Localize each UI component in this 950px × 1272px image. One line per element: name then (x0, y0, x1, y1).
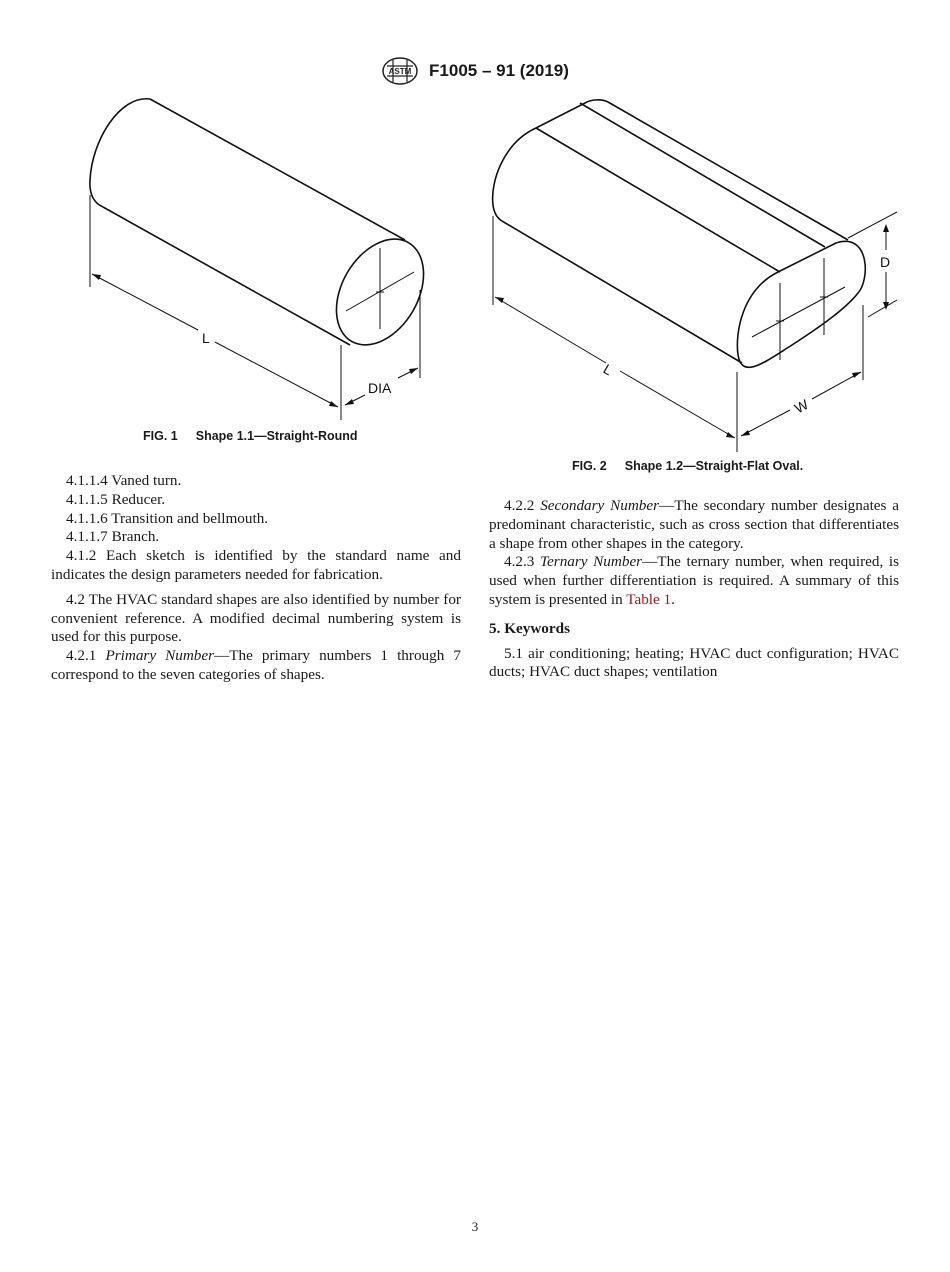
fig2-label-l: L (600, 360, 616, 379)
document-code: F1005 – 91 (2019) (429, 61, 569, 80)
figure-2-drawing (485, 92, 900, 457)
figure-2-straight-flat-oval (485, 92, 900, 457)
paragraph-text: —The secondary number designates a predominant characteristic, such as cross section that differentiates a shape from other shapes in the category. (489, 497, 900, 552)
figure-1-caption (143, 429, 358, 443)
paragraph-number: 4.2.2 (504, 497, 541, 514)
figure-1-drawing (80, 92, 440, 422)
figure-1-straight-round (80, 92, 440, 422)
figure-2-title: Shape 1.2—Straight-Flat Oval. (624, 459, 804, 473)
figure-1-title: Shape 1.1—Straight-Round (195, 429, 358, 443)
paragraph-4-2-2 (489, 497, 899, 553)
fig2-label-w: W (791, 396, 812, 417)
term-ternary-number: Ternary Number (540, 553, 643, 571)
fig1-label-dia: DIA (368, 380, 392, 396)
fig2-label-d: D (880, 254, 891, 270)
paragraph-4-1-2: 4.1.2 Each sketch is identified by the standard name and indicates the design parameters needed for fabrication. (51, 547, 461, 583)
section-heading-keywords: 5. Keywords (489, 619, 570, 637)
list-item: 4.1.1.6 Transition and bellmouth. (66, 509, 269, 527)
term-secondary-number: Secondary Number (540, 497, 660, 514)
svg-text:ASTM: ASTM (388, 67, 412, 76)
right-column (489, 497, 899, 682)
list-item: 4.1.1.4 Vaned turn. (66, 472, 182, 489)
page-number: 3 (471, 1219, 479, 1234)
paragraph-4-2-3 (489, 553, 899, 609)
list-item: 4.1.1.5 Reducer. (66, 490, 166, 508)
left-column (51, 472, 461, 685)
paragraph-text: —The primary numbers 1 through 7 correspond to the seven categories of shapes. (51, 647, 461, 683)
astm-logo-icon (381, 56, 419, 86)
term-primary-number: Primary Number (105, 647, 215, 665)
paragraph-4-2: 4.2 The HVAC standard shapes are also identified by number for convenient reference. A modified decimal numbering system is used for this purpose. (51, 590, 461, 646)
paragraph-5-1: 5.1 air conditioning; heating; HVAC duct configuration; HVAC ducts; HVAC duct shapes; ventilation (489, 644, 899, 681)
paragraph-end: . (671, 590, 675, 608)
paragraph-number: 4.2.3 (504, 553, 540, 571)
paragraph-text: —The ternary number, when required, is used when further differentiation is required. A summary of this system is presented in (489, 553, 900, 608)
figure-2-number: FIG. 2 (572, 459, 607, 473)
table-1-link[interactable]: Table 1 (626, 590, 672, 608)
figure-1-number: FIG. 1 (143, 429, 178, 443)
figure-2-caption (572, 459, 803, 473)
page-header (0, 56, 950, 86)
fig1-label-l: L (202, 330, 210, 346)
paragraph-number: 4.2.1 (66, 647, 106, 665)
list-item: 4.1.1.7 Branch. (66, 528, 160, 546)
paragraph-4-2-1 (51, 647, 461, 685)
